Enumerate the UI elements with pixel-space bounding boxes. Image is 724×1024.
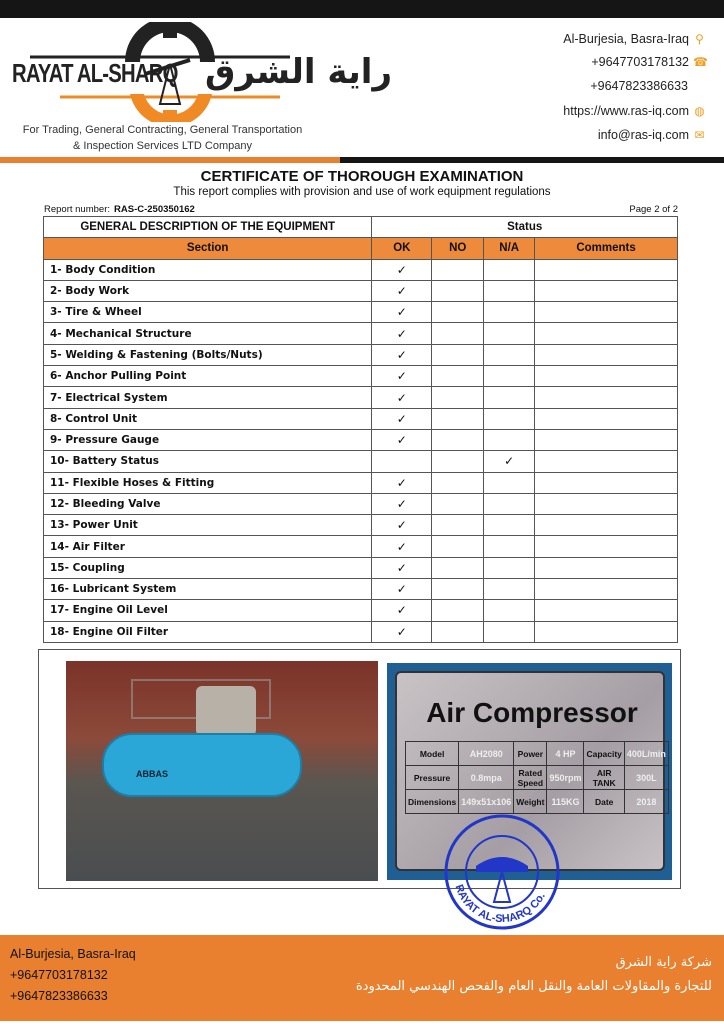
status-no-cell [432, 259, 484, 280]
status-no-cell [432, 366, 484, 387]
status-na-cell [484, 302, 535, 323]
comments-cell [535, 621, 678, 642]
status-na-cell [484, 557, 535, 578]
comments-cell [535, 344, 678, 365]
status-no-cell [432, 536, 484, 557]
nameplate-label: Date [584, 790, 624, 814]
status-na-cell [484, 323, 535, 344]
divider-orange [0, 157, 340, 163]
report-number-label: Report number: [44, 204, 111, 215]
table-row [44, 387, 678, 408]
status-ok-cell [372, 280, 432, 301]
tank-brand: ABBAS [136, 769, 169, 779]
status-na-cell [484, 493, 535, 514]
report-number [44, 204, 195, 215]
check-mark-icon: ✓ [396, 624, 407, 639]
section-name: 16- Lubricant System [44, 579, 372, 600]
nameplate-value: 115KG [547, 790, 584, 814]
divider-black [340, 157, 724, 163]
top-bar [0, 0, 724, 18]
nameplate-label: Model [406, 742, 459, 766]
check-mark-icon: ✓ [396, 539, 407, 554]
comments-cell [535, 259, 678, 280]
status-header: Status [372, 217, 678, 238]
page-number: Page 2 of 2 [629, 204, 678, 215]
nameplate-value: 950rpm [547, 766, 584, 790]
status-ok-cell [372, 621, 432, 642]
contact-email[interactable] [446, 128, 706, 142]
status-ok-cell [372, 344, 432, 365]
comments-cell [535, 280, 678, 301]
section-name: 9- Pressure Gauge [44, 429, 372, 450]
status-na-cell [484, 429, 535, 450]
nameplate-value: 400L/min [624, 742, 668, 766]
company-stamp [440, 812, 565, 930]
footer-phone1: +9647703178132 [10, 968, 108, 982]
nameplate-label: Dimensions [406, 790, 459, 814]
status-ok-cell [372, 472, 432, 493]
status-na-cell [484, 280, 535, 301]
status-na-cell [484, 621, 535, 642]
comments-cell [535, 536, 678, 557]
status-na-cell [484, 387, 535, 408]
nameplate-value: 149x51x106 [459, 790, 514, 814]
section-name: 18- Engine Oil Filter [44, 621, 372, 642]
company-tagline [10, 122, 315, 154]
section-name: 3- Tire & Wheel [44, 302, 372, 323]
logo-name-en: RAYAT AL-SHARQ [12, 58, 178, 88]
footer-arabic-description: للتجارة والمقاولات العامة والنقل العام والفحص الهندسي المحدودة [355, 979, 712, 994]
check-mark-icon: ✓ [396, 475, 407, 490]
section-name: 13- Power Unit [44, 515, 372, 536]
col-na: N/A [484, 238, 535, 259]
nameplate-label: Power [514, 742, 547, 766]
comments-cell [535, 408, 678, 429]
certificate-subtitle: This report complies with provision and use of work equipment regulations [173, 186, 551, 198]
report-number-value: RAS-C-250350162 [114, 204, 195, 215]
nameplate-row [406, 742, 669, 766]
status-no-cell [432, 429, 484, 450]
footer-arabic-name: شركة راية الشرق [615, 955, 712, 970]
comments-cell [535, 493, 678, 514]
check-mark-icon: ✓ [396, 347, 407, 362]
status-no-cell [432, 557, 484, 578]
footer-address: Al-Burjesia, Basra-Iraq [10, 947, 136, 961]
table-row [44, 323, 678, 344]
email-link[interactable]: info@ras-iq.com [597, 128, 689, 142]
air-tank [102, 733, 302, 797]
comments-cell [535, 600, 678, 621]
status-na-cell [484, 536, 535, 557]
comments-cell [535, 429, 678, 450]
check-mark-icon: ✓ [396, 369, 407, 384]
status-ok-cell [372, 515, 432, 536]
table-row [44, 579, 678, 600]
compressor-head [196, 686, 256, 736]
contact-phone1 [446, 55, 706, 69]
comments-cell [535, 451, 678, 472]
status-no-cell [432, 302, 484, 323]
status-ok-cell [372, 302, 432, 323]
nameplate-value: 2018 [624, 790, 668, 814]
check-mark-icon: ✓ [396, 582, 407, 597]
check-mark-icon: ✓ [396, 305, 407, 320]
col-ok: OK [372, 238, 432, 259]
status-no-cell [432, 323, 484, 344]
address-text: Al-Burjesia, Basra-Iraq [563, 32, 689, 46]
section-name: 8- Control Unit [44, 408, 372, 429]
comments-cell [535, 472, 678, 493]
status-ok-cell [372, 451, 432, 472]
tagline-line2: & Inspection Services LTD Company [73, 140, 252, 152]
comments-cell [535, 323, 678, 344]
status-ok-cell [372, 429, 432, 450]
nameplate-value: AH2080 [459, 742, 514, 766]
status-na-cell [484, 408, 535, 429]
col-section: Section [44, 238, 372, 259]
nameplate-row [406, 790, 669, 814]
status-na-cell [484, 451, 535, 472]
status-ok-cell [372, 493, 432, 514]
check-mark-icon: ✓ [396, 326, 407, 341]
comments-cell [535, 302, 678, 323]
section-name: 4- Mechanical Structure [44, 323, 372, 344]
table-row [44, 600, 678, 621]
table-row [44, 621, 678, 642]
section-name: 12- Bleeding Valve [44, 493, 372, 514]
general-description-header: GENERAL DESCRIPTION OF THE EQUIPMENT [44, 217, 372, 238]
status-na-cell [484, 579, 535, 600]
footer [0, 935, 724, 1021]
section-name: 10- Battery Status [44, 451, 372, 472]
section-name: 17- Engine Oil Level [44, 600, 372, 621]
table-row [44, 366, 678, 387]
inspection-table [43, 216, 678, 643]
check-mark-icon: ✓ [396, 262, 407, 277]
status-no-cell [432, 600, 484, 621]
comments-cell [535, 557, 678, 578]
table-row [44, 493, 678, 514]
phone1-text: +9647703178132 [591, 55, 689, 69]
comments-cell [535, 579, 678, 600]
status-na-cell [484, 366, 535, 387]
table-row [44, 429, 678, 450]
comments-cell [535, 387, 678, 408]
status-ok-cell [372, 579, 432, 600]
nameplate-label: AIR TANK [584, 766, 624, 790]
certificate-title: CERTIFICATE OF THOROUGH EXAMINATION [200, 168, 524, 185]
phone2-text: +9647823386633 [590, 79, 688, 93]
stamp-text: RAYAT AL-SHARQ Co. [452, 883, 548, 926]
status-no-cell [432, 451, 484, 472]
tagline-line1: For Trading, General Contracting, General Transportation [22, 124, 303, 136]
check-mark-icon: ✓ [504, 454, 515, 469]
status-ok-cell [372, 387, 432, 408]
section-name: 5- Welding & Fastening (Bolts/Nuts) [44, 344, 372, 365]
nameplate-label: Weight [514, 790, 547, 814]
check-mark-icon: ✓ [396, 433, 407, 448]
contact-address [446, 32, 706, 46]
equipment-photo [66, 661, 378, 881]
table-row [44, 280, 678, 301]
table-row [44, 515, 678, 536]
section-name: 14- Air Filter [44, 536, 372, 557]
status-na-cell [484, 515, 535, 536]
status-ok-cell [372, 259, 432, 280]
nameplate-label: Rated Speed [514, 766, 547, 790]
table-row [44, 557, 678, 578]
status-no-cell [432, 280, 484, 301]
table-row [44, 536, 678, 557]
col-no: NO [432, 238, 484, 259]
nameplate-value: 300L [624, 766, 668, 790]
nameplate-value: 4 HP [547, 742, 584, 766]
globe-icon: ◍ [694, 103, 705, 118]
status-ok-cell [372, 323, 432, 344]
status-no-cell [432, 387, 484, 408]
status-no-cell [432, 472, 484, 493]
nameplate-label: Capacity [584, 742, 624, 766]
comments-cell [535, 366, 678, 387]
check-mark-icon: ✓ [396, 284, 407, 299]
status-ok-cell [372, 408, 432, 429]
nameplate-label: Pressure [406, 766, 459, 790]
section-name: 6- Anchor Pulling Point [44, 366, 372, 387]
status-ok-cell [372, 536, 432, 557]
table-row [44, 259, 678, 280]
status-no-cell [432, 493, 484, 514]
status-na-cell [484, 600, 535, 621]
section-name: 15- Coupling [44, 557, 372, 578]
table-row [44, 344, 678, 365]
status-na-cell [484, 259, 535, 280]
nameplate-value: 0.8mpa [459, 766, 514, 790]
status-no-cell [432, 515, 484, 536]
check-mark-icon: ✓ [396, 390, 407, 405]
phone-icon: ☎ [693, 54, 708, 69]
status-ok-cell [372, 366, 432, 387]
contact-website[interactable] [446, 104, 706, 118]
footer-phone2: +9647823386633 [10, 989, 108, 1003]
check-mark-icon: ✓ [396, 603, 407, 618]
status-no-cell [432, 408, 484, 429]
comments-cell [535, 515, 678, 536]
logo-name-ar: راية الشرق [205, 52, 393, 92]
table-row [44, 302, 678, 323]
website-link[interactable]: https://www.ras-iq.com [563, 104, 689, 118]
check-mark-icon: ✓ [396, 518, 407, 533]
table-row [44, 408, 678, 429]
status-na-cell [484, 344, 535, 365]
contact-phone2 [428, 79, 688, 93]
section-name: 2- Body Work [44, 280, 372, 301]
status-ok-cell [372, 557, 432, 578]
check-mark-icon: ✓ [396, 411, 407, 426]
nameplate-row [406, 766, 669, 790]
status-na-cell [484, 472, 535, 493]
section-name: 7- Electrical System [44, 387, 372, 408]
section-name: 1- Body Condition [44, 259, 372, 280]
status-no-cell [432, 579, 484, 600]
status-ok-cell [372, 600, 432, 621]
status-no-cell [432, 621, 484, 642]
location-pin-icon: ⚲ [695, 31, 704, 46]
check-mark-icon: ✓ [396, 497, 407, 511]
table-row [44, 451, 678, 472]
envelope-icon: ✉ [694, 127, 705, 142]
status-no-cell [432, 344, 484, 365]
table-row [44, 472, 678, 493]
check-mark-icon: ✓ [396, 560, 407, 575]
section-name: 11- Flexible Hoses & Fitting [44, 472, 372, 493]
nameplate-title: Air Compressor [426, 697, 638, 728]
col-comments: Comments [535, 238, 678, 259]
nameplate-table [405, 741, 669, 814]
